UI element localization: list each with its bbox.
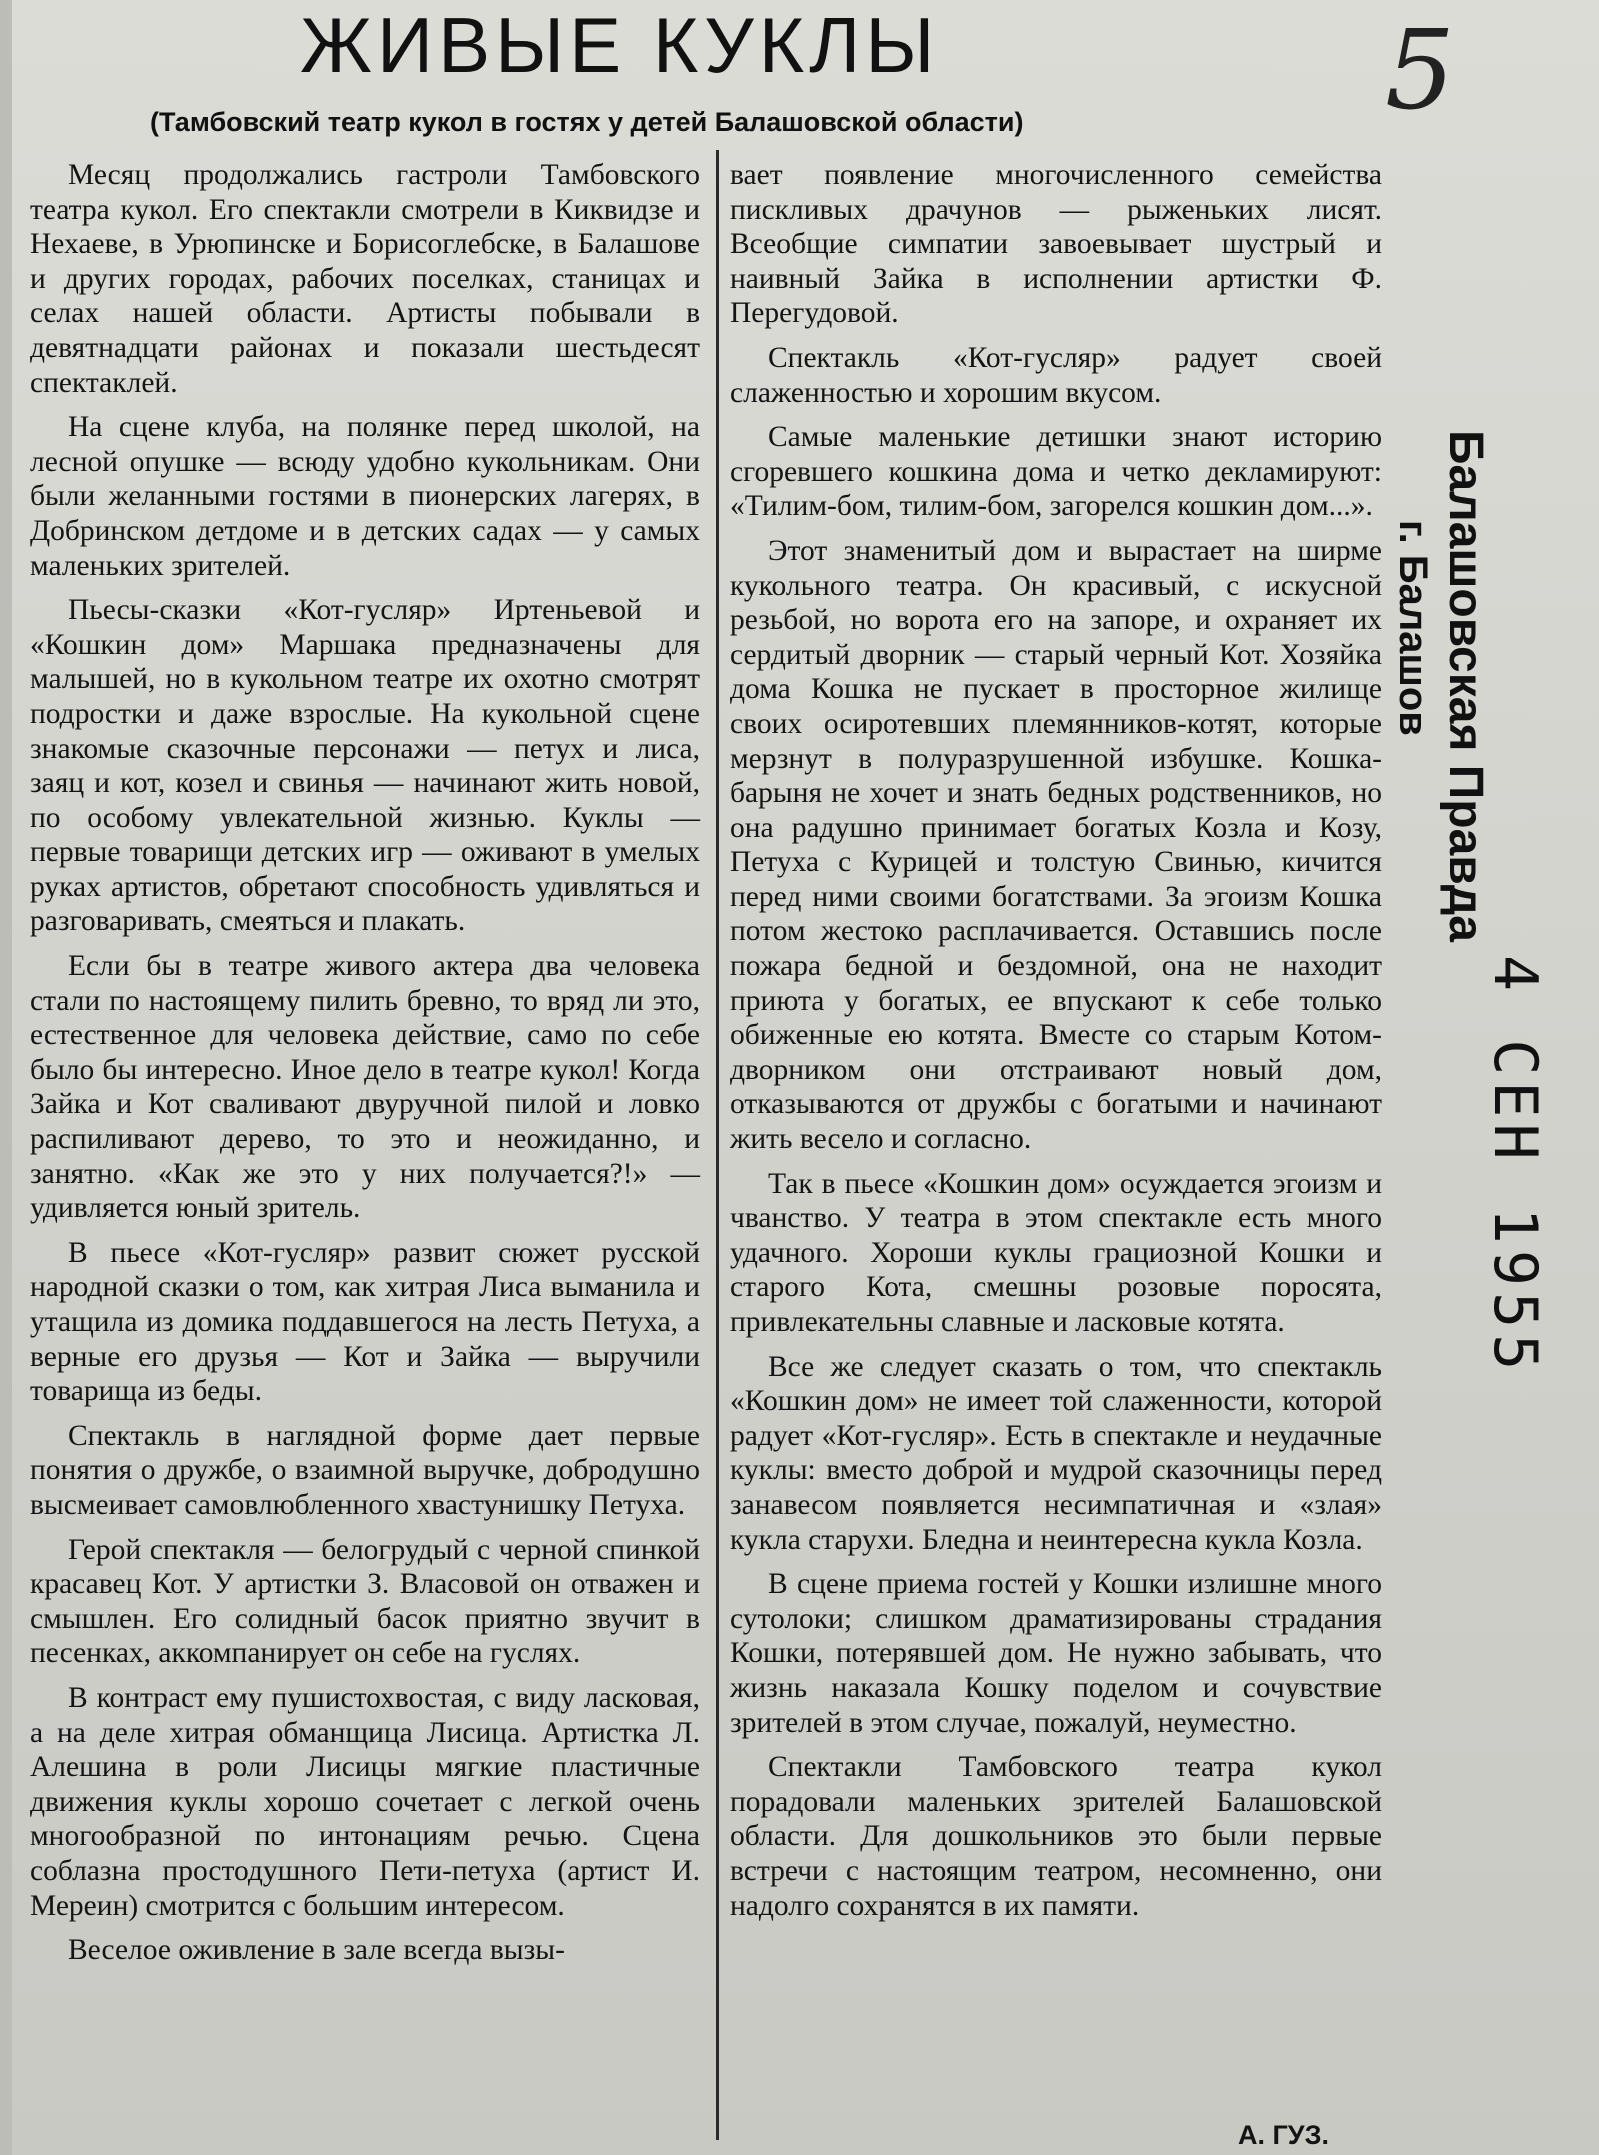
stamp-source: Балашовская Правда bbox=[1439, 430, 1492, 942]
handwritten-page-number: 5 bbox=[1385, 6, 1455, 134]
headline: ЖИВЫЕ КУКЛЫ bbox=[300, 1, 940, 89]
paragraph: Этот знаменитый дом и вырастает на ширме кукольного театра. Он красивый, с искусной резьбой, но ворота его на запоре, и охраняет их сердитый дворник — старый черный Кот. Хозяйка дома Кошка не пускает в просторное жилище своих осиротевших племянников-котят, которые мерзнут в полуразрушенной избушке. Кошка-барыня не хочет и знать бедных родственников, но она радушно принимает богатых Козла и Козу, Петуха с Курицей и толстую Свинью, кичится перед ними своими богатствами. За эгоизм Кошка потом жестоко расплачивается. Оставшись после пожара бедной и бездомной, она не находит приюта у богатых, ее впускают к себе только обиженные ею котята. Вместе со старым Котом-дворником они отстраивают новый дом, отказываются от дружбы с богатыми и начинают жить весело и согласно. bbox=[730, 534, 1382, 1156]
column-divider bbox=[716, 150, 719, 2140]
paragraph: Если бы в театре живого актера два человека стали по настоящему пилить бревно, то вряд ли это, естественное для человека действие, само по себе было бы интересно. Иное дело в театре кукол! Когда Зайка и Кот сваливают двуручной пилой и ловко распиливают дерево, то это и неожиданно, и занятно. «Как же это у них получается?!» — удивляется юный зритель. bbox=[30, 950, 700, 1225]
paragraph: Спектакль «Кот-гусляр» радует своей слаженностью и хорошим вкусом. bbox=[730, 341, 1382, 409]
stamp-date: 4 СЕН 1955 bbox=[1480, 955, 1550, 1377]
paragraph: В сцене приема гостей у Кошки излишне много сутолоки; слишком драматизированы страдания Кошки, потерявшей дом. Не нужно забывать, что жизнь наказала Кошку поделом и сочувствие зрителей в этом случае, пожалуй, неуместно. bbox=[730, 1568, 1382, 1739]
paragraph: Пьесы-сказки «Кот-гусляр» Иртеньевой и «Кошкин дом» Маршака предназначены для малышей, но в кукольном театре их охотно смотрят подростки и даже взрослые. На кукольной сцене знакомые сказочные персонажи — петух и лиса, заяц и кот, козел и свинья — начинают жить новой, по особому увлекательной жизнью. Куклы — первые товарищи детских игр — оживают в умелых руках артистов, обретают способность удивляться и разговаривать, смеяться и плакать. bbox=[30, 594, 700, 938]
paragraph: Спектакль в наглядной форме дает первые понятия о дружбе, о взаимной выручке, добродушно высмеивает самовлюбленного хвастунишку Петуха. bbox=[30, 1419, 700, 1521]
paragraph: На сцене клуба, на полянке перед школой, на лесной опушке — всюду удобно кукольникам. Они были желанными гостями в пионерских лагерях, в Добринском детдоме и в детских садах — у самых маленьких зрителей. bbox=[30, 411, 700, 582]
author-signature: А. ГУЗ. bbox=[1238, 2120, 1330, 2150]
paragraph: Спектакли Тамбовского театра кукол порадовали маленьких зрителей Балашовской области. Для дошкольников это были первые встречи с настоящим театром, несомненно, они надолго сохранятся в их памяти. bbox=[730, 1751, 1382, 1922]
paragraph: В пьесе «Кот-гусляр» развит сюжет русской народной сказки о том, как хитрая Лиса выманила и утащила из домика поддавшегося на лесть Петуха, а верные его друзья — Кот и Зайка — выручили товарища из беды. bbox=[30, 1236, 700, 1408]
paragraph: Месяц продолжались гастроли Тамбовского театра кукол. Его спектакли смотрели в Киквидзе и Нехаеве, в Урюпинске и Борисоглебске, в Балашове и других городах, рабочих поселках, станицах и селах нашей области. Артисты побывали в девятнадцати районах и показали шестьдесят спектаклей. bbox=[30, 159, 700, 399]
article-column-2 bbox=[730, 158, 1382, 1933]
subheadline: (Тамбовский театр кукол в гостях у детей Балашовской области) bbox=[150, 107, 1024, 137]
paragraph-continuation: вает появление многочисленного семейства пискливых драчунов — рыженьких лисят. Всеобщие симпатии завоевывает шустрый и наивный Зайка в исполнении артистки Ф. Перегудовой. bbox=[730, 159, 1382, 330]
article-column-1 bbox=[30, 158, 700, 1978]
paragraph: Все же следует сказать о том, что спектакль «Кошкин дом» не имеет той слаженности, которой радует «Кот-гусляр». Есть в спектакле и неудачные куклы: вместо доброй и мудрой сказочницы перед занавесом появляется несимпатичная и «злая» кукла старухи. Бледна и неинтересна кукла Козла. bbox=[730, 1350, 1382, 1556]
paragraph: Самые маленькие детишки знают историю сгоревшего кошкина дома и четко декламируют: «Тилим-бом, тилим-бом, загорелся кошкин дом...». bbox=[730, 421, 1382, 523]
paragraph: Герой спектакля — белогрудый с черной спинкой красавец Кот. У артистки З. Власовой он отважен и смышлен. Его солидный басок приятно звучит в песенках, аккомпанирует он себе на гуслях. bbox=[30, 1533, 700, 1670]
paragraph: Так в пьесе «Кошкин дом» осуждается эгоизм и чванство. У театра в этом спектакле есть много удачного. Хороши куклы грациозной Кошки и старого Кота, смешны розовые поросята, привлекательны славные и ласковые котята. bbox=[730, 1167, 1382, 1338]
clipping-edge bbox=[0, 0, 12, 2155]
paragraph: В контраст ему пушистохвостая, с виду ласковая, а на деле хитрая обманщица Лисица. Артистка Л. Алешина в роли Лисицы мягкие пластичные движения куклы хорошо сочетает с легкой очень многообразной по интонациям речью. Сцена соблазна простодушного Пети-петуха (артист И. Мереин) смотрится с большим интересом. bbox=[30, 1681, 700, 1922]
stamp-city: г. Балашов bbox=[1391, 520, 1435, 736]
paragraph: Веселое оживление в зале всегда вызы- bbox=[68, 1934, 565, 1967]
